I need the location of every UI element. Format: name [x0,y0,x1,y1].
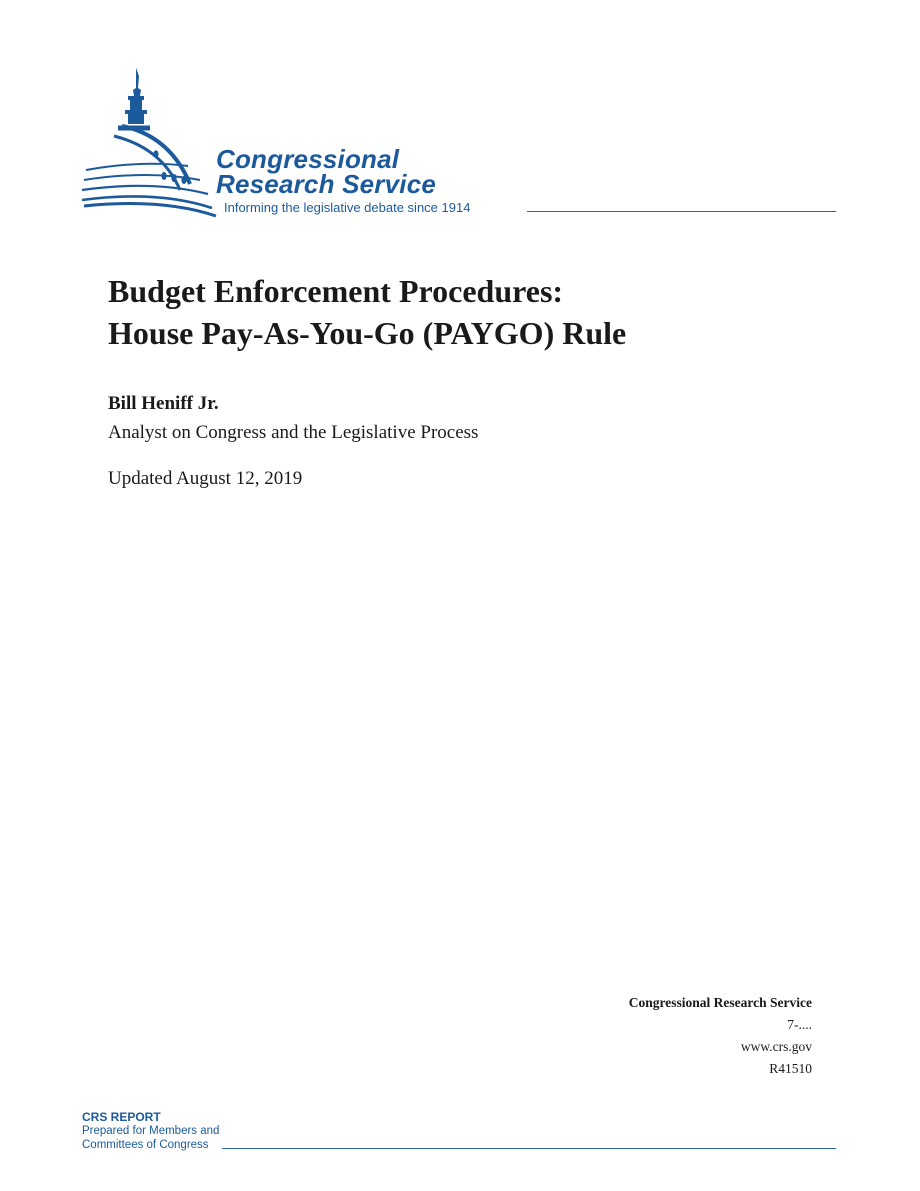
author-title: Analyst on Congress and the Legislative Process [108,422,479,443]
report-code: 7-.... [787,1017,812,1032]
organization-name: Congressional Research Service [628,995,812,1010]
crs-report-heading: CRS REPORT [82,1110,161,1124]
updated-date: Updated August 12, 2019 [108,468,303,489]
crs-report-line3: Committees of Congress [82,1139,209,1151]
report-title-line1: Budget Enforcement Procedures: [108,273,564,309]
report-info-block [629,992,812,1080]
header-divider [527,211,836,212]
logo-tagline: Informing the legislative debate since 1914 [224,200,471,215]
author-name: Bill Heniff Jr. [108,393,219,414]
report-title [108,270,808,354]
report-number: R41510 [769,1061,812,1076]
report-title-line2: House Pay-As-You-Go (PAYGO) Rule [108,315,627,351]
logo-wordmark-line1: Congressional [216,144,400,174]
crs-report-label [82,1110,219,1152]
crs-report-line2: Prepared for Members and [82,1125,220,1137]
capitol-dome-icon [78,66,220,218]
footer-divider [222,1148,836,1149]
logo-wordmark-line2: Research Service [216,169,437,199]
website-link[interactable]: www.crs.gov [740,1039,812,1054]
